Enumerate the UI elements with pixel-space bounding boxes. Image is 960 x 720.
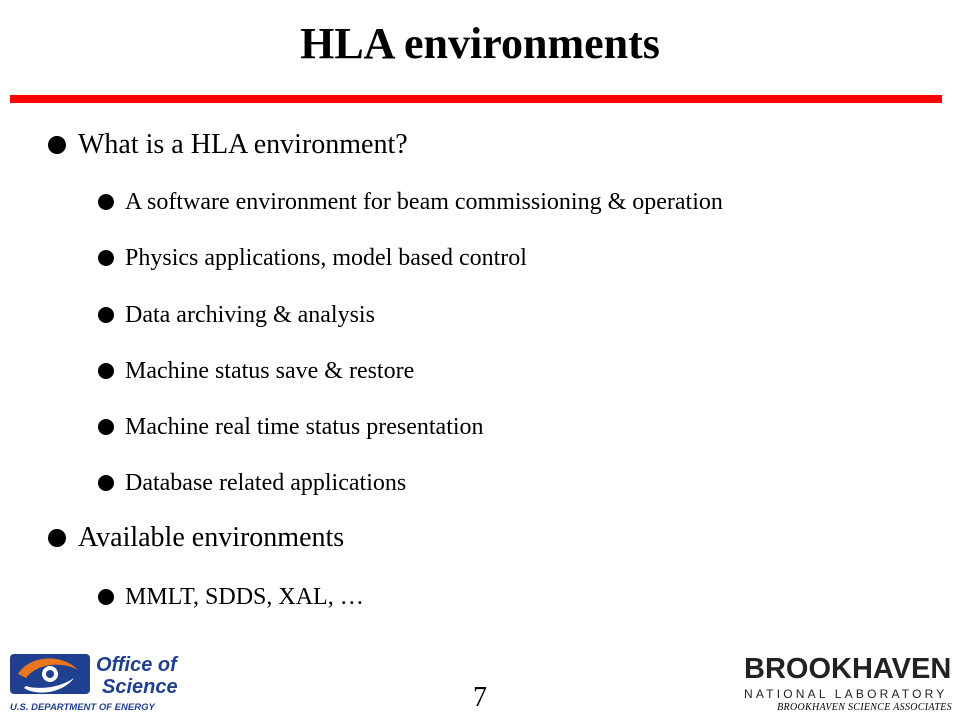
bullet-text: What is a HLA environment? xyxy=(78,129,408,160)
bullet-dot-icon xyxy=(98,307,114,323)
bullet-text: Machine status save & restore xyxy=(125,357,415,384)
bullet-dot-icon xyxy=(98,250,114,266)
bullet-dot-icon xyxy=(98,194,114,210)
bullet-dot-icon xyxy=(98,475,114,491)
brookhaven-logo-name: BROOKHAVEN xyxy=(744,653,952,685)
office-of-science-logo xyxy=(8,648,204,714)
office-logo-line1: Office of xyxy=(96,654,177,676)
office-logo-department: U.S. DEPARTMENT OF ENERGY xyxy=(10,702,155,713)
slide-title: HLA environments xyxy=(300,19,660,68)
page-number: 7 xyxy=(473,682,487,713)
bullet-item xyxy=(98,581,364,613)
bullet-dot-icon xyxy=(98,363,114,379)
bullet-item xyxy=(98,299,375,331)
bullet-item xyxy=(98,186,723,218)
brookhaven-logo-subtitle: NATIONAL LABORATORY xyxy=(744,687,948,701)
doe-swirl-icon xyxy=(10,654,90,694)
title-divider xyxy=(10,95,942,103)
bullet-item xyxy=(98,242,527,274)
bullet-text: Database related applications xyxy=(125,469,407,496)
bullet-text: Available environments xyxy=(78,522,345,553)
office-logo-line2: Science xyxy=(102,676,178,698)
bullet-item xyxy=(48,127,408,163)
bullet-dot-icon xyxy=(48,529,66,547)
bullet-text: Data archiving & analysis xyxy=(125,301,375,328)
bullet-dot-icon xyxy=(48,136,66,154)
bullet-item xyxy=(98,411,484,443)
bullet-text: A software environment for beam commissioning & operation xyxy=(125,188,723,215)
brookhaven-logo xyxy=(744,654,954,702)
bullet-item xyxy=(98,467,406,499)
bullet-item xyxy=(48,520,344,556)
bullet-dot-icon xyxy=(98,419,114,435)
bullet-item xyxy=(98,355,414,387)
bullet-text: MMLT, SDDS, XAL, … xyxy=(125,583,364,610)
bullet-dot-icon xyxy=(98,589,114,605)
associates-text: BROOKHAVEN SCIENCE ASSOCIATES xyxy=(777,702,952,713)
bullet-text: Machine real time status presentation xyxy=(125,413,484,440)
bullet-text: Physics applications, model based control xyxy=(125,244,527,271)
